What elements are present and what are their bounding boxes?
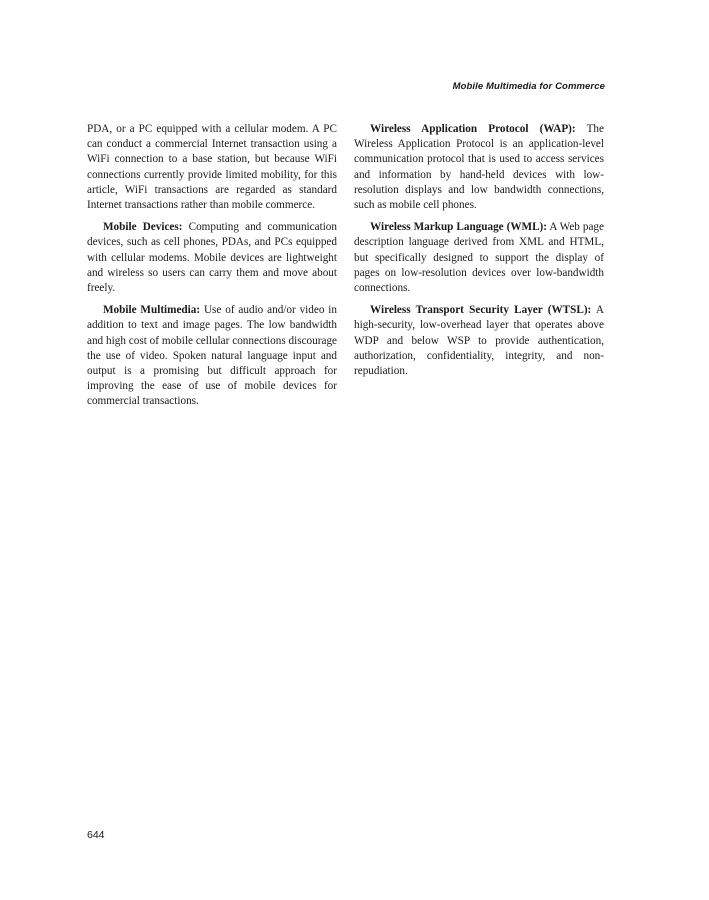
glossary-term: Mobile Multimedia: bbox=[103, 304, 201, 317]
glossary-entry-mobile-multimedia bbox=[87, 303, 337, 409]
glossary-term: Mobile Devices: bbox=[103, 221, 183, 234]
right-column bbox=[354, 122, 604, 386]
glossary-entry-mobile-devices bbox=[87, 220, 337, 296]
page-number: 644 bbox=[87, 829, 105, 841]
glossary-entry-wap bbox=[354, 122, 604, 213]
running-header: Mobile Multimedia for Commerce bbox=[452, 81, 605, 92]
glossary-definition: A Web page description language derived from XML and HTML, but specifically designed to support the display of pages on low-resolution devices over low-bandwidth connections. bbox=[354, 221, 604, 295]
glossary-term: Wireless Markup Language (WML): bbox=[370, 221, 548, 234]
glossary-entry-wtsl bbox=[354, 303, 604, 379]
glossary-term: Wireless Transport Security Layer (WTSL): bbox=[370, 304, 592, 317]
glossary-definition: The Wireless Application Protocol is an application-level communication protocol that is used to access services and information by hand-held devices with low-resolution displays and low bandwidth connections, such as mobile cell phones. bbox=[354, 123, 604, 212]
glossary-definition: A high-security, low-overhead layer that operates above WDP and below WSP to provide authentication, authorization, confidentiality, integrity, and non-repudiation. bbox=[354, 304, 604, 378]
glossary-entry-wml bbox=[354, 220, 604, 296]
continuation-paragraph: PDA, or a PC equipped with a cellular modem. A PC can conduct a commercial Internet transaction using a WiFi connection to a base station, but because WiFi connections currently provide limited mobility, for this article, WiFi transactions are regarded as standard Internet transactions rather than mobile commerce. bbox=[87, 123, 337, 212]
glossary-term: Wireless Application Protocol (WAP): bbox=[370, 123, 576, 135]
left-column bbox=[87, 122, 337, 417]
glossary-definition: Use of audio and/or video in addition to text and image pages. The low bandwidth and high cost of mobile cellular connections discourage the use of video. Spoken natural language input and output is a promising but difficult approach for improving the ease of use of mobile devices for commercial transactions. bbox=[87, 304, 338, 408]
glossary-definition: Computing and communication devices, such as cell phones, PDAs, and PCs equipped with cellular modems. Mobile devices are lightweight and wireless so users can carry them and move about freely. bbox=[87, 221, 337, 295]
